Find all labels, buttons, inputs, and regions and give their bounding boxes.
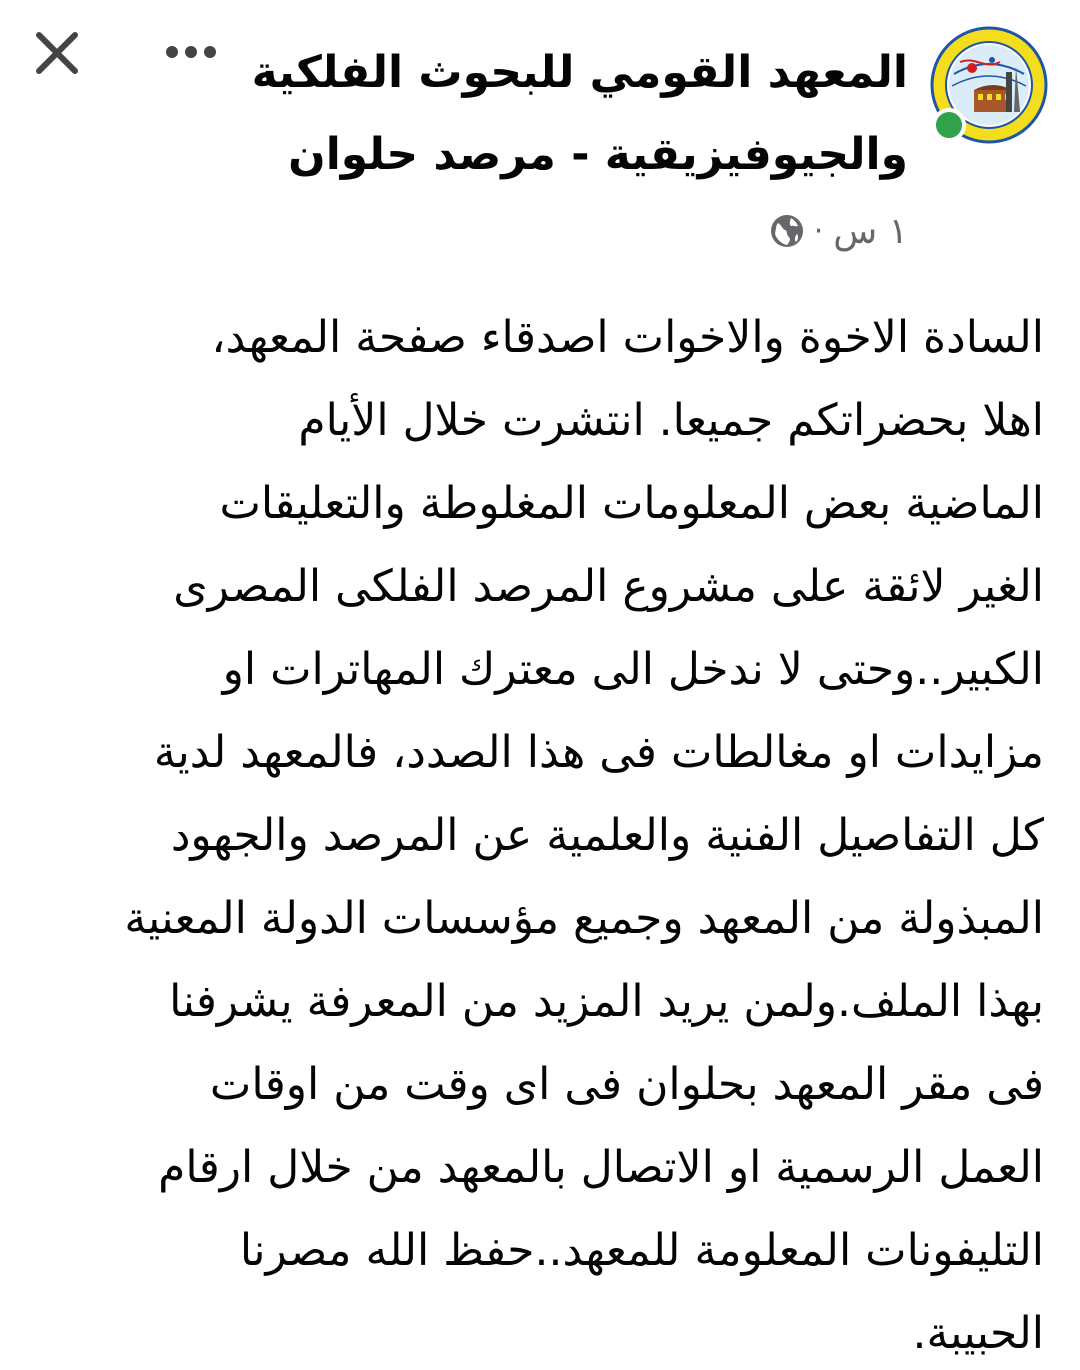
post-time[interactable]: ١ س [833,210,908,252]
post-text-line: العمل الرسمية او الاتصال بالمعهد من خلال ارقام [158,1142,1044,1193]
meta-separator: · [813,213,824,249]
post-meta [770,206,908,256]
post-text-line: مزايدات او مغالطات فى هذا الصدد، فالمعهد لدية [153,727,1044,778]
post-text-line: بهذا الملف.ولمن يريد المزيد من المعرفة يشرفنا [169,976,1044,1027]
online-status-dot [932,108,966,142]
page-title-line-1: المعهد القومي للبحوث الفلكية [251,47,908,98]
post-text-line: الماضية بعض المعلومات المغلوطة والتعليقات [219,478,1044,529]
page-title-line-2: والجيوفيزيقية - مرصد حلوان [288,129,908,180]
post-text-line: التليفونات المعلومة للمعهد..حفظ الله مصرنا [239,1225,1044,1276]
page-title[interactable] [188,32,908,196]
post-text-line: المبذولة من المعهد وجميع مؤسسات الدولة المعنية [124,893,1044,944]
post-text-line: الكبير..وحتى لا ندخل الى معترك المهاترات او [222,644,1044,695]
post-text-line: الحبيبة. [912,1308,1044,1359]
post-text-line: السادة الاخوة والاخوات اصدقاء صفحة المعهد، [211,312,1044,363]
post-text-line: الغير لائقة على مشروع المرصد الفلكى المصرى [173,561,1044,612]
post-text-line: فى مقر المعهد بحلوان فى اى وقت من اوقات [209,1059,1044,1110]
globe-icon [770,214,804,248]
post-text-line: اهلا بحضراتكم جميعا. انتشرت خلال الأيام [298,395,1044,446]
close-button[interactable] [32,28,82,78]
post-text-line: كل التفاصيل الفنية والعلمية عن المرصد والجهود [170,810,1044,861]
close-icon [32,28,82,78]
post-text [26,296,1044,1370]
